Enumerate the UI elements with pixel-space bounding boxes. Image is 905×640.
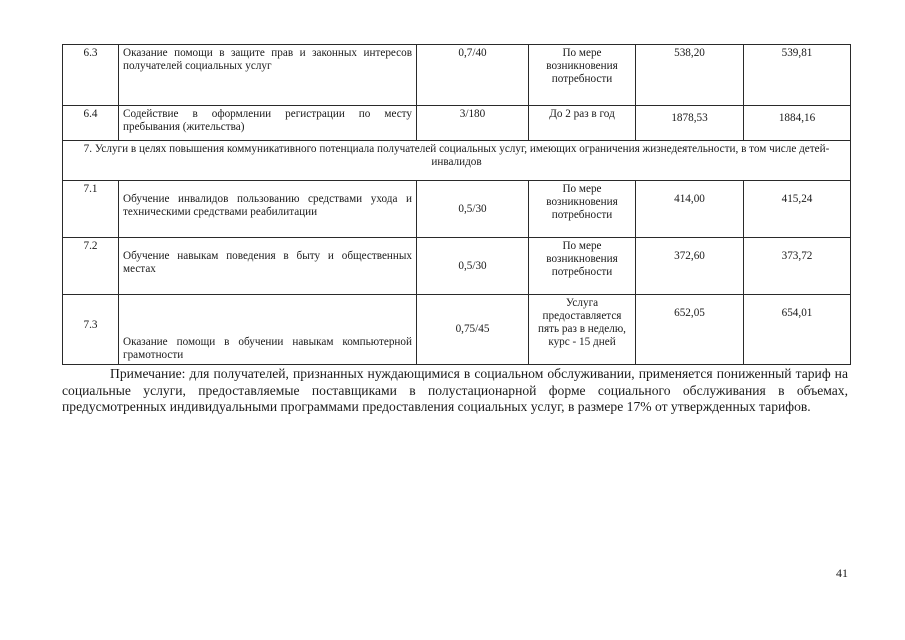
service-number: 6.3 (63, 45, 119, 106)
service-name: Оказание помощи в защите прав и законных интересов получателей социальных услуг (119, 45, 417, 106)
service-frequency: Услуга предоставляется пять раз в неделю, курс - 15 дней (529, 295, 636, 365)
service-price-2: 1884,16 (744, 106, 851, 141)
service-price-1: 538,20 (636, 45, 744, 106)
service-number: 7.2 (63, 238, 119, 295)
service-name: Содействие в оформлении регистрации по месту пребывания (жительства) (119, 106, 417, 141)
service-number: 7.1 (63, 181, 119, 238)
service-frequency: До 2 раз в год (529, 106, 636, 141)
service-norm: 0,75/45 (417, 295, 529, 365)
service-name: Обучение навыкам поведения в быту и общественных местах (119, 238, 417, 295)
section-row (63, 141, 851, 181)
service-frequency: По мере возникновения потребности (529, 181, 636, 238)
service-number: 6.4 (63, 106, 119, 141)
table-row (63, 295, 851, 365)
service-norm: 0,5/30 (417, 181, 529, 238)
table-row (63, 181, 851, 238)
service-price-2: 539,81 (744, 45, 851, 106)
tariff-note: Примечание: для получателей, признанных нуждающимися в социальном обслуживании, применяется пониженный тариф на социальные услуги, предоставляемые поставщиками в полустационарной форме социального обслуживания в объемах, предусмотренных индивидуальными программами предоставления социальных услуг, в размере 17% от утвержденных тарифов. (62, 366, 848, 414)
service-price-2: 415,24 (744, 181, 851, 238)
tariff-table (62, 44, 851, 365)
service-norm: 0,5/30 (417, 238, 529, 295)
service-price-1: 372,60 (636, 238, 744, 295)
service-number: 7.3 (63, 295, 119, 365)
page-number: 41 (836, 566, 848, 580)
service-price-1: 1878,53 (636, 106, 744, 141)
service-frequency: По мере возникновения потребности (529, 45, 636, 106)
service-price-1: 652,05 (636, 295, 744, 365)
service-norm: 3/180 (417, 106, 529, 141)
service-price-2: 373,72 (744, 238, 851, 295)
service-price-2: 654,01 (744, 295, 851, 365)
table-row (63, 106, 851, 141)
service-price-1: 414,00 (636, 181, 744, 238)
service-name: Оказание помощи в обучении навыкам компьютерной грамотности (119, 295, 417, 365)
section-7-heading: 7. Услуги в целях повышения коммуникативного потенциала получателей социальных услуг, имеющих ограничения жизнедеятельности, в том числе детей-инвалидов (63, 141, 851, 181)
service-norm: 0,7/40 (417, 45, 529, 106)
service-name: Обучение инвалидов пользованию средствами ухода и техническими средствами реабилитации (119, 181, 417, 238)
table-row (63, 238, 851, 295)
service-frequency: По мере возникновения потребности (529, 238, 636, 295)
table-row (63, 45, 851, 106)
